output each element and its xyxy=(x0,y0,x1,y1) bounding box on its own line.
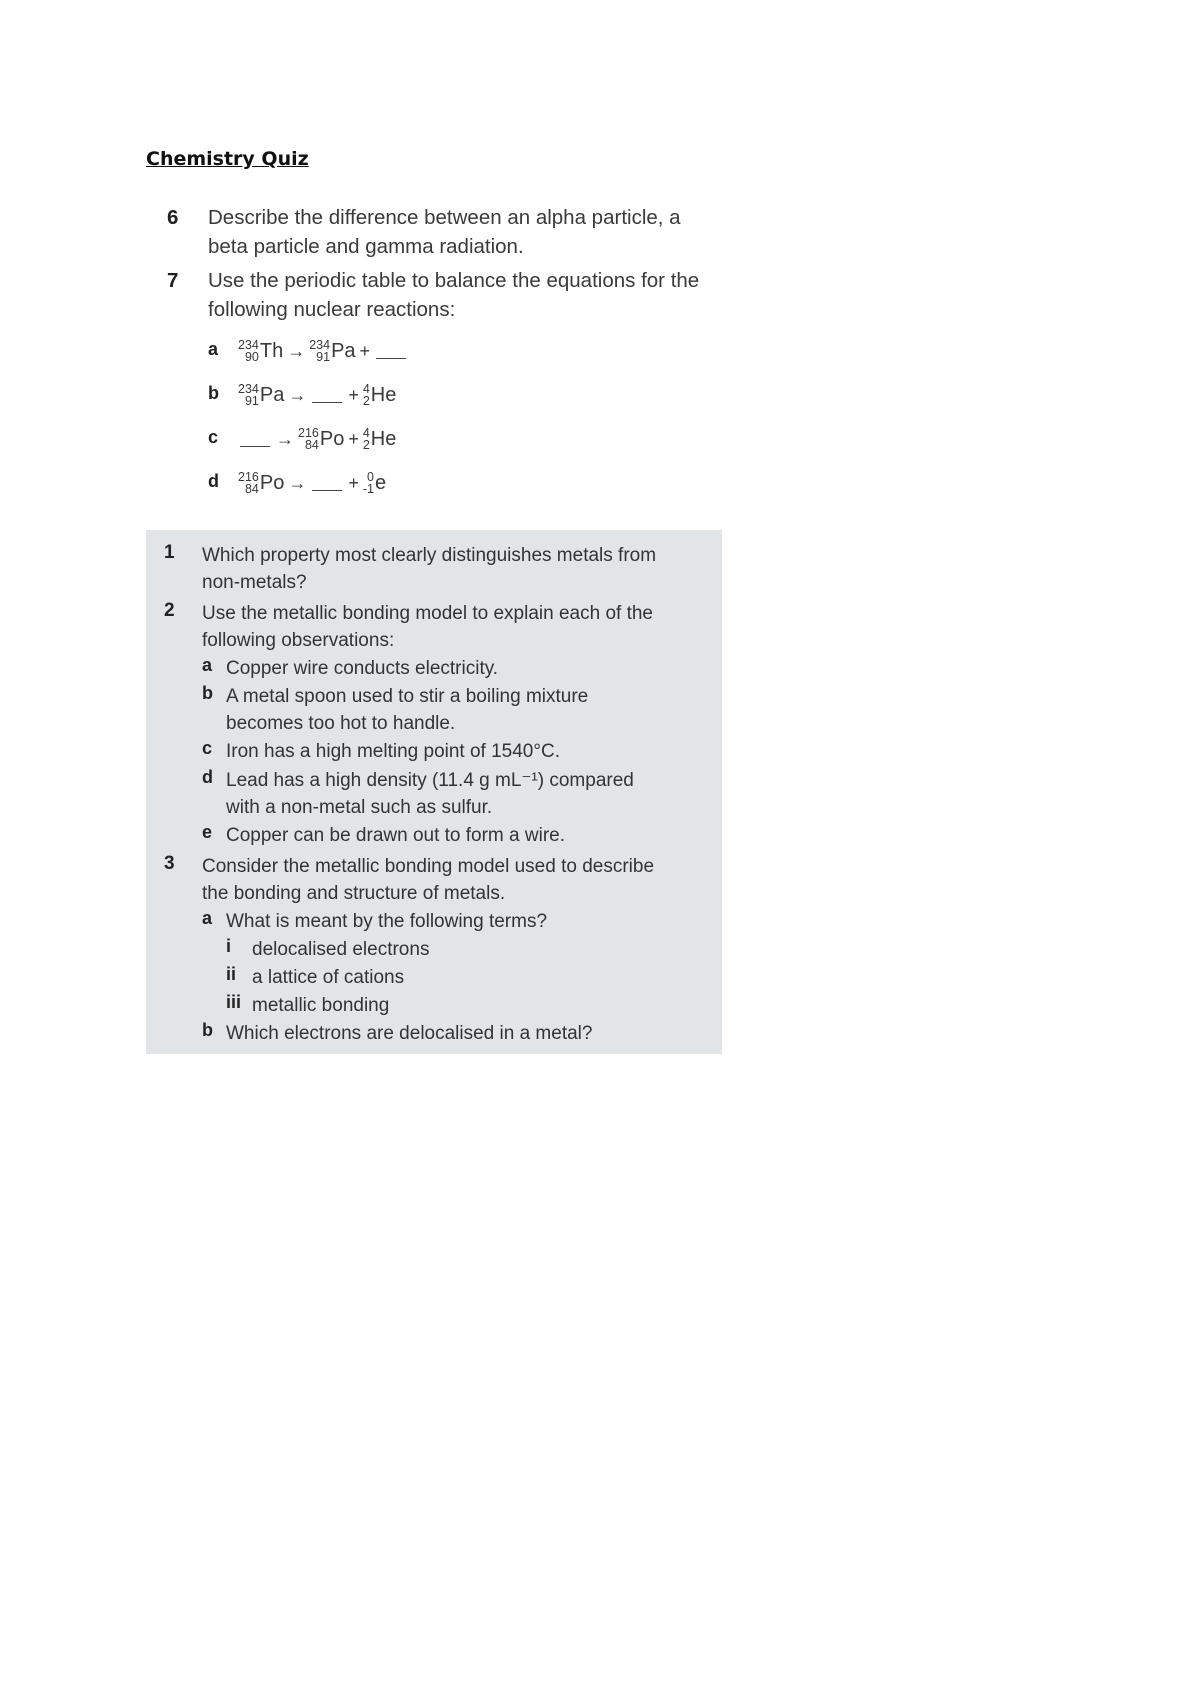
nuclide xyxy=(309,339,355,363)
arrow: → xyxy=(276,428,294,449)
question-text-line: following nuclear reactions: xyxy=(208,298,456,321)
atomic-number: 84 xyxy=(304,438,319,452)
part-letter: e xyxy=(202,822,213,842)
question-number: 2 xyxy=(164,600,175,621)
mass-number: 234 xyxy=(238,382,259,396)
question-text-line: beta particle and gamma radiation. xyxy=(208,235,524,258)
arrow: → xyxy=(288,384,307,405)
subpart-label: ii xyxy=(226,964,237,984)
metals-question-panel xyxy=(146,530,722,1054)
atomic-number: 84 xyxy=(244,482,259,496)
part-2c-text: Iron has a high melting point of 1540°C. xyxy=(226,741,560,762)
reaction-a xyxy=(167,329,767,373)
plus-sign: + xyxy=(348,384,359,405)
plus-sign: + xyxy=(348,428,359,449)
part-letter: b xyxy=(202,683,213,703)
nuclide xyxy=(363,383,397,407)
part-letter: c xyxy=(202,738,213,758)
equation xyxy=(238,465,386,501)
page-title: Chemistry Quiz xyxy=(146,148,309,170)
equation xyxy=(238,421,396,457)
mass-number: 234 xyxy=(238,338,259,352)
atomic-number: 90 xyxy=(244,350,259,364)
part-2d-line-2: with a non-metal such as sulfur. xyxy=(226,797,493,818)
question-3-line-1: Consider the metallic bonding model used to describe xyxy=(202,856,655,877)
question-7 xyxy=(167,266,767,324)
nuclide xyxy=(238,383,284,407)
subpart-label: i xyxy=(226,936,232,956)
question-number: 3 xyxy=(164,853,175,874)
atomic-number: 2 xyxy=(362,438,370,452)
question-1-line-2: non-metals? xyxy=(202,572,307,593)
question-3-line-2: the bonding and structure of metals. xyxy=(202,883,506,904)
reaction-b xyxy=(167,373,767,417)
equation xyxy=(238,377,396,413)
element-symbol: Th xyxy=(259,339,284,362)
equation xyxy=(238,333,408,369)
part-letter: a xyxy=(202,655,213,675)
subpart-label: iii xyxy=(226,992,242,1012)
part-letter: d xyxy=(202,767,213,787)
subpart-i-text: delocalised electrons xyxy=(252,939,430,960)
part-2b-line-2: becomes too hot to handle. xyxy=(226,713,456,734)
element-symbol: Po xyxy=(319,427,345,450)
part-2e-text: Copper can be drawn out to form a wire. xyxy=(226,825,566,846)
answer-blank[interactable] xyxy=(312,476,342,491)
element-symbol: Pa xyxy=(259,383,285,406)
mass-number: 4 xyxy=(362,426,370,440)
part-2d-line-1: Lead has a high density (11.4 g mL⁻¹) compared xyxy=(226,770,634,791)
element-symbol: e xyxy=(374,471,387,494)
question-number: 7 xyxy=(167,269,179,292)
part-3b-text: Which electrons are delocalised in a metal? xyxy=(226,1023,593,1044)
mass-number: 4 xyxy=(362,382,370,396)
atomic-number: -1 xyxy=(362,482,374,496)
part-letter: b xyxy=(208,383,219,403)
mass-number: 0 xyxy=(367,470,374,484)
element-symbol: Pa xyxy=(331,339,356,362)
element-symbol: He xyxy=(370,383,397,406)
question-text-line: Describe the difference between an alpha particle, a xyxy=(208,206,681,229)
question-2-line-2: following observations: xyxy=(202,630,395,651)
nuclide xyxy=(238,471,284,495)
part-3a-text: What is meant by the following terms? xyxy=(226,911,548,932)
subpart-iii-text: metallic bonding xyxy=(252,995,390,1016)
arrow: → xyxy=(288,472,307,493)
question-text-line: Use the periodic table to balance the equations for the xyxy=(208,269,700,292)
subpart-ii-text: a lattice of cations xyxy=(252,967,405,988)
plus-sign: + xyxy=(359,340,371,361)
part-2b-line-1: A metal spoon used to stir a boiling mixture xyxy=(226,686,589,707)
part-letter: b xyxy=(202,1020,213,1040)
part-2a-text: Copper wire conducts electricity. xyxy=(226,658,499,679)
question-6 xyxy=(167,203,767,261)
element-symbol: He xyxy=(370,427,397,450)
mass-number: 234 xyxy=(309,338,331,352)
answer-blank[interactable] xyxy=(376,344,406,359)
plus-sign: + xyxy=(348,472,359,493)
atomic-number: 91 xyxy=(244,394,259,408)
part-letter: d xyxy=(208,471,219,491)
reaction-d xyxy=(167,461,767,505)
atomic-number: 2 xyxy=(362,394,370,408)
part-letter: a xyxy=(208,339,219,359)
question-number: 1 xyxy=(164,542,175,563)
mass-number: 216 xyxy=(298,426,319,440)
atomic-number: 91 xyxy=(316,350,331,364)
element-symbol: Po xyxy=(259,471,285,494)
nuclear-questions xyxy=(167,203,767,505)
question-number: 6 xyxy=(167,206,179,229)
answer-blank[interactable] xyxy=(240,432,270,447)
arrow: → xyxy=(287,340,306,361)
nuclide xyxy=(238,339,283,363)
part-letter: c xyxy=(208,427,219,447)
part-letter: a xyxy=(202,908,213,928)
answer-blank[interactable] xyxy=(312,388,342,403)
mass-number: 216 xyxy=(238,470,259,484)
question-2-line-1: Use the metallic bonding model to explain each of the xyxy=(202,603,653,624)
reaction-c xyxy=(167,417,767,461)
question-1-line-1: Which property most clearly distinguishes metals from xyxy=(202,545,657,566)
nuclide xyxy=(298,427,344,451)
nuclide xyxy=(363,471,386,495)
nuclide xyxy=(363,427,397,451)
